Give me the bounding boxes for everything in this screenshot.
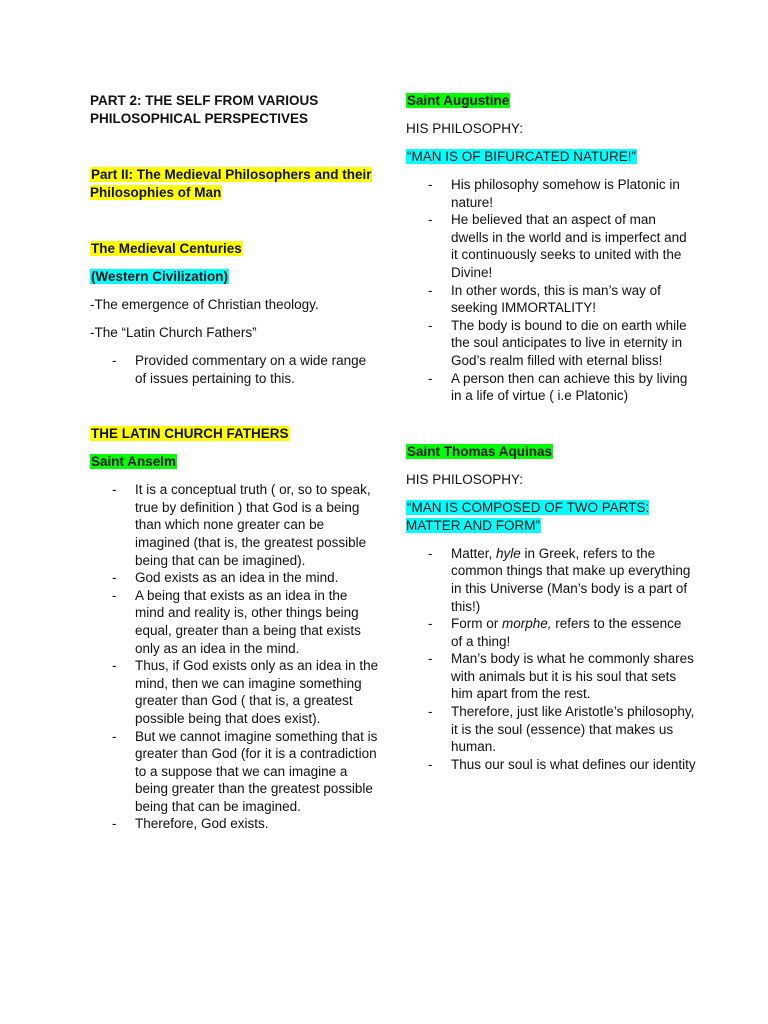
augustine-quote: “MAN IS OF BIFURCATED NATURE!” [407,149,636,164]
augustine-quote-paragraph [406,148,696,166]
emergence-text: -The emergence of Christian theology. [90,297,319,312]
list-item: - A being that exists as an idea in the mind and reality is, other things being equal, greater than a being that exists only as an idea in the mind. [112,587,361,656]
subtitle-paragraph [90,166,380,202]
anselm-list [90,481,380,833]
medieval-heading-paragraph [90,240,380,258]
list-item: - Therefore, God exists. [112,816,269,832]
list-item: - It is a conceptual truth ( or, so to speak, true by definition ) that God is a being than which none greater can be imagined (that is, the greatest possible being that can be imagined). [112,482,371,568]
augustine-name: Saint Augustine [407,93,510,108]
anselm-name: Saint Anselm [91,454,177,470]
augustine-list [406,176,696,405]
aquinas-paragraph [406,443,696,461]
list-item: - Provided commentary on a wide range of issues pertaining to this. [112,353,367,386]
list-item: - The body is bound to die on earth while the soul anticipates to live in eternity in God’s realm filled with eternal bliss! [428,317,687,368]
part-title: PART 2: THE SELF FROM VARIOUS PHILOSOPHICAL PERSPECTIVES [90,93,319,126]
right-column [406,92,696,773]
list-item: - A person then can achieve this by living in a life of virtue ( i.e Platonic) [428,370,688,404]
list-item: - Man’s body is what he commonly shares with animals but it is his soul that sets him apart from the rest. [428,651,694,702]
list-item: - Thus our soul is what defines our identity [428,756,696,772]
list-item: - Thus, if God exists only as an idea in the mind, then we can imagine something greater than God ( that is, a greatest possible being that does exist). [112,658,379,726]
anselm-paragraph [90,453,380,471]
aquinas-name: Saint Thomas Aquinas [407,443,553,459]
list-item: - Therefore, just like Aristotle’s philosophy, it is the soul (essence) that makes us human. [428,704,695,755]
list-item: - In other words, this is man’s way of seeking IMMORTALITY! [428,282,661,316]
fathers-heading: THE LATIN CHURCH FATHERS [91,426,289,442]
list-item: - He believed that an aspect of man dwells in the world and is imperfect and it continuously seeks to united with the Divine! [428,212,687,280]
western-civ-label: (Western Civilization) [91,269,229,284]
western-civ-paragraph [90,268,380,286]
subtitle: Part II: The Medieval Philosophers and their Philosophies of Man [90,167,372,200]
list-item: - Matter, hyle in Greek, refers to the common things that make up everything in this Universe (Man’s body is a part of this!) [428,545,691,614]
aquinas-quote: “MAN IS COMPOSED OF TWO PARTS: MATTER AND FORM” [406,499,650,533]
latin-fathers-line: -The “Latin Church Fathers” [90,325,257,340]
list-item: - God exists as an idea in the mind. [112,570,339,586]
list-item: - But we cannot imagine something that is greater than God (for it is a contradiction to a suppose that we can imagine a being greater than the greatest possible being that can be imagined. [112,728,378,814]
augustine-paragraph [406,92,696,110]
fathers-heading-paragraph [90,425,380,443]
latin-fathers-list [90,352,380,387]
aquinas-list [406,545,696,774]
left-column [90,92,380,833]
list-item: - Form or morphe, refers to the essence of a thing! [428,616,682,649]
list-item: - His philosophy somehow is Platonic in nature! [428,177,680,210]
augustine-his-philosophy: HIS PHILOSOPHY: [406,121,524,136]
aquinas-quote-paragraph [406,499,696,535]
medieval-heading: The Medieval Centuries [91,241,242,256]
aquinas-his-philosophy: HIS PHILOSOPHY: [406,471,524,487]
